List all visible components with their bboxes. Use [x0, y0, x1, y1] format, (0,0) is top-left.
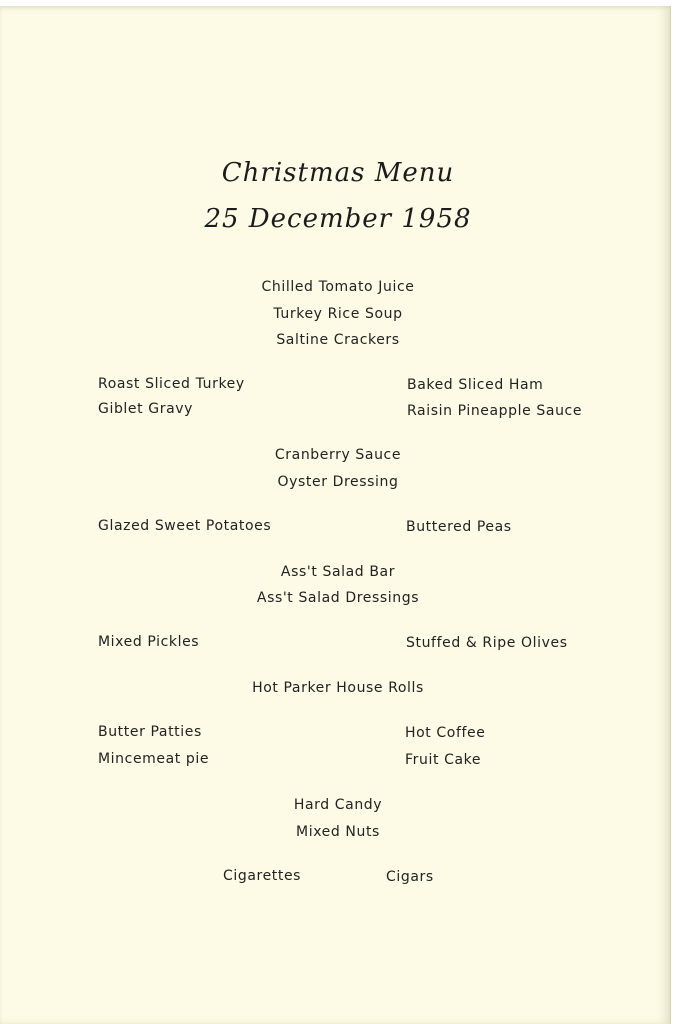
menu-item: Hot Parker House Rolls [252, 680, 424, 696]
menu-item: Ass't Salad Dressings [256, 590, 420, 606]
menu-item: Raisin Pineapple Sauce [407, 403, 583, 419]
menu-item: Buttered Peas [406, 519, 512, 535]
menu-item: Baked Sliced Ham [407, 377, 544, 393]
menu-item: Turkey Rice Soup [273, 306, 403, 322]
menu-item: Cranberry Sauce [274, 447, 402, 463]
menu-item: Saltine Crackers [276, 332, 400, 348]
menu-item: Chilled Tomato Juice [261, 279, 415, 295]
menu-item: Fruit Cake [405, 752, 482, 768]
menu-item: Cigars [386, 869, 434, 885]
menu-item: Hot Coffee [405, 725, 486, 741]
menu-item: Butter Patties [98, 724, 202, 740]
menu-item: Stuffed & Ripe Olives [406, 635, 568, 651]
menu-item: Oyster Dressing [277, 474, 399, 490]
menu-item: Mincemeat pie [98, 751, 210, 767]
menu-item: Ass't Salad Bar [280, 564, 396, 580]
menu-item: Mixed Nuts [296, 824, 380, 840]
menu-item: Cigarettes [223, 868, 302, 884]
menu-item: Mixed Pickles [98, 634, 200, 650]
menu-item: Roast Sliced Turkey [98, 376, 245, 392]
menu-item: Glazed Sweet Potatoes [98, 518, 272, 534]
menu-item: Hard Candy [293, 797, 383, 813]
menu-page [0, 6, 671, 1024]
menu-title: Christmas Menu [221, 158, 455, 188]
menu-item: Giblet Gravy [98, 401, 194, 417]
menu-date: 25 December 1958 [204, 204, 472, 234]
